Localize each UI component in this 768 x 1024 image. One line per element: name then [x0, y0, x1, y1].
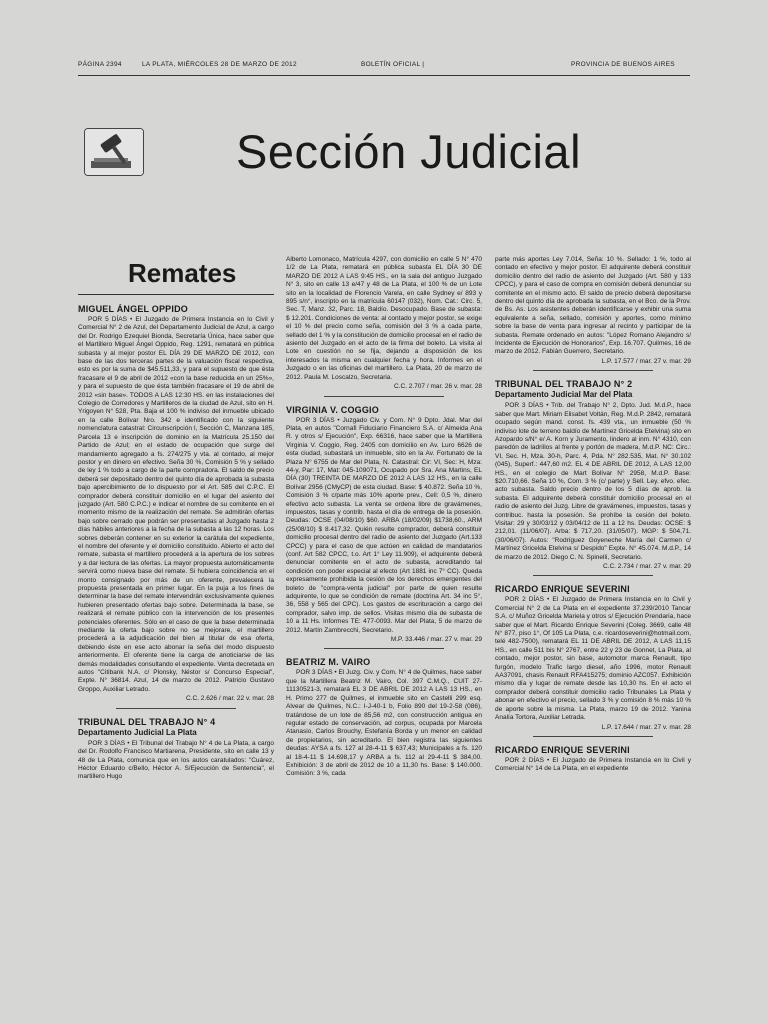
entry-body: parte más aportes Ley 7.014, Seña: 10 %. Sellado: 1 %, todo al contado en efectivo y mejor postor. El adquirente deberá constituir domicilio dentro del radio de asiento del Juzgado (Art. 580 y 133 CPCC), y para el caso de compra en comisión deberá denunciar su comitente en el mismo acto. El saldo de precio deberá depositarse dentro del quinto día de aprobada la subasta, en el Bco. de la Prov. de Bs. As. Los asistentes deberán identificarse y exhibir una suma equivalente a seña, sellado, comisión y aportes, como mínimo sobre la base de venta para ingresar al recinto y participar de la subasta. Remate ordenado en autos: "López Romano Alejandro s/ Incidente de Ejecución de Honorarios", Exp. 16.707. Quilmes, 16 de marzo de 2012. Fabián Guerrero, Secretario. [495, 256, 691, 356]
entry-name: TRIBUNAL DEL TRABAJO N° 4 [78, 716, 216, 727]
entry-body: POR 2 DÍAS • El Juzgado de Primera Instancia en lo Civil y Comercial N° 2 de La Plata en el expediente 37.239/2010 Tancar S.A. c/ Muñoz Gricelda Mariela y otros s/ Ejecución Prendaria, hace saber que el Mart. Ricardo Enrique Severini (Coleg. 3669, calle 48 N° 877, piso 1°, Of 105 La Plata, c.e. ricardoseverini@hotmail.com, telé 482-7500), rematará EL 11 DE ABRIL DE 2012, A LAS 11,15 HS., en calle 511 bis N° 2767, entre 22 y 23 de Gonnet, La Plata, al contado, mejor postor, sin base, automotor marca Renault, tipo furgón, modelo Trafic largo diesel, año 1996, motor Renault AA37091, chasis Renault RFA415275; dominio AZC057. Exhibición mismo día y lugar de remate desde las 10,30 hs. En el acto el comprador deberá constituir domicilio radio Tribunales La Plata y abonar en efectivo el precio, sellado 3 % y comisión 8 % más 10 % de aporte sobre la misma. La Plata, marzo 19 de 2012. Yanina Analía Tortora, Auxiliar Letrada. [495, 596, 691, 722]
header-province: PROVINCIA DE BUENOS AIRES [571, 61, 675, 68]
entry-name: TRIBUNAL DEL TRABAJO N° 2 [495, 379, 633, 390]
header-divider [78, 75, 690, 76]
entry-body: POR 3 DÍAS • Trib. del Trabajo N° 2, Dpto. Jud. M.d.P., hace saber que Mart. Miriam Elisabet Voltán, Reg. M.d.P. 2842, rematará ocupado según mand. const. fs. 439 vta., un inmueble (50 % indiviso lote de terreno baldío de Martínez Gricelda Etelvina) sito en Azopardo s/N° e/ A. Korn y Juramento, lindero al inm. N° 4310, con paredón de ladrillos al frente y portón de madera, M.d.P. NC: Circ.: VI, Sec. H, Mza. 30-h, Parc. 4, Pda. N° 282.535, Mat. N° 30.102 (045), Superf.: 447,60 m2. EL 4 DE ABRIL DE 2012, A LAS 12,00 HS., en el colegio de Mart Bolívar N° 2958, M.d.P. Base: $20.710,66. Seña 10 %, Com. 3 % (c/ parte) y Sell. Ley. efvo. efec. acto subasta. Saldo precio dentro de los 5 días de aprob. la subasta. El adquirente deberá constituir domicilio procesal en el radio de asiento del Juzg. Libre de gravámenes, impuestos, tasas y contribuc. hasta la posesión. Se prohíbe la cesión del boleto. Visitar: 29 y 30/03/12 y 03/04/12 de 11 a 12 hs. Deudas: OCSE: $ 212,01. (11/06/07). Arba: $ 717,20. (31/05/07). MGP: $ 504,71. (30/06/07). Autos: "Rodríguez Goyeneche María del Carmen c/ Martínez Gricelda Etelvina s/ Despido" Expte. N° 45.074. M.d.P., 14 de marzo de 2012. Diego C. N. Spinelli, Secretario. [495, 402, 691, 561]
entry-tribunal-2 [495, 379, 691, 571]
section-divider [78, 294, 274, 295]
entry-name: MIGUEL ÁNGEL OPPIDO [78, 304, 188, 314]
entry-body: POR 2 DÍAS • El Juzgado de Primera Instancia en lo Civil y Comercial N° 14 de La Plata, en el expediente [495, 756, 691, 773]
entry-body: POR 3 DÍAS • El Tribunal del Trabajo N° 4 de La Plata, a cargo del Dr. Rodolfo Francisco Martiarena, Presidente, sito en calle 13 y 48 de La Plata, comunica que en los autos caratulados: "Cuárez, Héctor Eduardo c/Bello, Héctor A. S/Ejecución de Sentencia", el martillero Hugo [78, 739, 274, 781]
entry-divider [533, 736, 653, 737]
page-header [78, 61, 690, 75]
entry-name: BEATRIZ M. VAIRO [286, 657, 371, 668]
entry-reference: C.C. 2.734 / mar. 27 v. mar. 29 [602, 563, 691, 570]
entry-divider [533, 575, 653, 576]
entry-oppido [78, 304, 274, 704]
column-3 [495, 256, 691, 1004]
entry-tribunal-4 [78, 717, 274, 782]
entry-body: POR 5 DÍAS • El Juzgado de Primera Instancia en lo Civil y Comercial N° 2 de Azul, del Departamento Judicial de Azul, a cargo del Dr. Rodrigo Ezequiel Bionda, Secretaría Única, hace saber que el Martillero Miguel Ángel Oppido, Reg. 1291, rematará en pública subasta y al mejor postor EL DÍA 29 DE MARZO DE 2012, con base de las dos terceras partes de la valuación fiscal respectiva, esto es por la suma de $45.511,33, y para el supuesto de que ésta fracasare el 9 de abril de 2012 «con la base reducida en un 25%», y para el supuesto de que ésta también fracasare el 19 de abril de 2012 «sin base». TODOS A LAS 12:30 HS. en las instalaciones del Colegio de Corredores y Martilleros de la ciudad de Azul, sito en H. Yrigoyen N° 528, Pta. Baja el 100 % indiviso del inmueble ubicado en la calle Bolívar Nro. 342 e identificado con la siguiente nomenclatura catastral: Circunscripción I, Sección C, Manzana 185, Parcela 13 e inscripción de dominio en la Matrícula 25.150 del Partido de Azul; en el estado de ocupación que surge del mandamiento agregado a fs. 274/275 y vta. al contado, al mejor postor y en dinero en efectivo. Seña 30 %, Comisión 5 % y sellado de ley 1 % todo a cargo de la parte compradora. El saldo de precio deberá ser depositado dentro del quinto día de aprobada la subasta bajo apercibimiento de lo dispuesto por el Art. 585 del C.P.C. El comprador deberá constituir domicilio en el lugar del asiento del juzgado (Art. 580 C.P.C.) e indicar el nombre de su comitente en el momento mismo de la realización del remate. Se admitirán ofertas bajo sobre cerrado que podrán ser presentadas al Juzgado hasta 2 días hábiles anteriores a la fecha de la subasta a las 12 horas. Los sobres deberán contener en su exterior la carátula del expediente, el nombre del oferente y el domicilio constituido. Abierto el acto del remate, subasta el martillero procederá a la apertura de los sobres y a dar lectura de las ofertas. La mayor propuesta automáticamente servirá como nueva base del remate. Si hubiera coincidencia en el monto consignado por más de un oferente, prevalecerá la propuesta presentada en primer lugar. En la puja a los fines de determinar la base del remate intervendrán exclusivamente quienes hubieren presentado ofertas bajo sobre. Determinada la base, se realizará el remate público con la intervención de los presentes potenciales oferentes. Sólo en el caso de que la base determinada mediante la oferta bajo sobre no se mejorare, el martillero procederá a la adjudicación del bien al titular de esa oferta, debiendo éste en ese acto abonar la seña del modo dispuesto anteriormente. El oferente tiene la carga de anoticiarse de las demás modalidades consultando el expediente. Venta decretada en autos "Citibank N.A. c/ Plonsky, Néstor s/ Concurso Especial", Expte. N° 36814. Azul, 14 de marzo de 2012. Patricio Gustavo Groppo, Auxiliar Letrado. [78, 316, 274, 693]
entry-body: POR 3 DÍAS • El Juzg. Civ. y Com. N° 4 de Quilmes, hace saber que la Martillera Beatriz M. Vairo, Col. 397 C.M.Q., CUIT 27-11130521-3, rematará EL 3 DE ABRIL DE 2012 A LAS 13 HS., en H. Primo 277 de Quilmes, el inmueble sito en Castelli 299 esq. Alvear de Quilmes, N.C.: I-J-40-1 b, Folio 890 del 19-2-58 (086), tratándose de un lote de 85,56 m2, con construcción antigua en regular estado de conservación, ad corpus, ocupada por Marcela Atanasio, Carlos Brouchy, Estefanía Borda y un menor en calidad de propietarios, sin acreditarlo. El bien registra las siguientes deudas: AYSA a fs. 127 al 28-4-11 $ 637,43; Municipales a fs. 120 al 18-4-11 $ 14.698,17 y ARBA a fs. 112 al 29-4-11 $ 384,00. Exhibición: 3 de abril de 2012 de 10 a 11,30 hs. Base: $ 140.000. Comisión: 3 %, cada [286, 669, 482, 778]
entry-body: POR 3 DÍAS • Juzgado Civ. y Com. N° 9 Dpto. Jdal. Mar del Plata, en autos "Cornafi Fiduciario Financiero S.A. c/ Almeida Ana R. y otros s/ Ejecución", Exp. 66316, hace saber que la Martillera Virginia V. Coggio, Reg. 2405 con domicilio en Av. Luro 6626 de esta ciudad, subastará un inmueble, sito en la Av. Fortunato de la Plaza N° 6755 de Mar del Plata, N. Catastral: Cir: VI, Sec: H, Mza: 44-y, Par: 17, Mat: 045-109071, Ocupado por Sra. Ana Martins, EL DÍA (30) TREINTA DE MARZO DE 2012 A LAS 12 HS., en la calle Bolívar 2956 (CMyCP) de esta ciudad. Base: $ 40.872. Seña 10 %, Comisión 3 % c/parte más 10% aporte prev., Cell: 0,5 %, dinero efectivo acto subasta. La venta se ordena libre de gravámenes, impuestos, tasas y contrib. hasta el día de entrega de la posesión. Deudas: OCSE (04/08/10) $60. ARBA (18/02/09) $1738,60., ARM (25/08/10) $ 8.417,32. Quién resulte comprador, deberá constituir domicilio procesal dentro del radio de asiento del Juzgado (Art.133 CPCC) y para el caso de que actúen en calidad de mandatarios (conf. Art 582 CPCC, t.o. Art 1° Ley 11.909), el adquirente deberá denunciar comitente en el acto de subasta, acreditando tal condición con poder especial al efecto (Art 1881 inc 7° CC). Queda expresamente prohibida la cesión de los derechos emergentes del boleto de "compra-venta judicial" por parte de quien resulte adquirente, lo que se condición de remate (doctrina Art. 34 inc 5°, 36, 558 y 565 del CPC). Los gastos de escrituración a cargo del comprador, salvo imp. de sellos. Visitas mismo día de subasta de 10 a 11 Hs. Informes TE: 477-0093. Mar del Plata, 5 de marzo de 2012. Martín Zambrecchi, Secretario. [286, 416, 482, 634]
entry-divider [116, 708, 236, 709]
entry-divider [324, 648, 444, 649]
entry-vairo [286, 657, 482, 778]
page-title: Sección Judicial [236, 125, 582, 178]
entry-lomonaco [286, 256, 482, 392]
header-page-number: PÁGINA 2394 [78, 61, 122, 68]
gavel-logo-icon [84, 128, 144, 176]
entry-severini-1 [495, 584, 691, 732]
entry-divider [533, 370, 653, 371]
section-title: Remates [128, 258, 237, 288]
column-2 [286, 256, 482, 1004]
entry-reference: L.P. 17.577 / mar. 27 v. mar. 29 [601, 357, 691, 365]
entry-subtitle: Departamento Judicial Mar del Plata [495, 390, 633, 400]
header-bulletin: BOLETÍN OFICIAL | [361, 61, 425, 68]
entry-name: VIRGINIA V. COGGIO [286, 404, 379, 415]
entry-reference: L.P. 17.644 / mar. 27 v. mar. 28 [601, 723, 691, 731]
entry-name: RICARDO ENRIQUE SEVERINI [495, 584, 630, 595]
entry-body: Alberto Lomonaco, Matrícula 4297, con domicilio en calle 5 N° 470 1/2 de La Plata, rematará en pública subasta EL DÍA 30 DE MARZO DE 2012 A LAS 9:45 HS., en la sala del antiguo Juzgado N° 3, sito en calle 13 e/47 y 48 de La Plata, el 100 % de un Lote sito en la localidad de Florencio Varela, en calle Sydney e/ 893 y 895 s/n°, inscripto en la matrícula 60147 (032), Nom. Cat.: Circ. 5, Sec. T, Manz. 32, Parc. 18, Baldío. Desocupado. Base de subasta: $ 12.201. Condiciones de venta: al contado y mejor postor, se exige el 10 % del precio como seña, comisión del 3 % a cada parte, sellado del 1 % y la constitución de domicilio procesal en el radio de asiento del Juzgado en el acto de la firma del boleto. La visita al Lote en cuestión no se fija, dejando a disposición de los interesados la misma en cualquier fecha y hora. Informes en el Juzgado o en las oficinas del martillero. La Plata, 20 de marzo de 2012. Paula M. Loscalzo, Secretaria. [286, 256, 482, 381]
entry-reference: M.P. 33.446 / mar. 27 v. mar. 29 [390, 636, 482, 644]
entry-coggio [286, 405, 482, 645]
entry-subtitle: Departamento Judicial La Plata [78, 727, 197, 737]
header-date: LA PLATA, MIÉRCOLES 28 DE MARZO DE 2012 [142, 61, 297, 68]
entry-reference: C.C. 2.707 / mar. 26 v. mar. 28 [393, 383, 482, 391]
entry-divider [324, 396, 444, 397]
entry-name: RICARDO ENRIQUE SEVERINI [495, 744, 630, 755]
entry-vairo-continued [495, 256, 691, 366]
entry-severini-2 [495, 745, 691, 774]
entry-reference: C.C. 2.626 / mar. 22 v. mar. 28 [185, 695, 274, 703]
column-1 [78, 304, 274, 1004]
